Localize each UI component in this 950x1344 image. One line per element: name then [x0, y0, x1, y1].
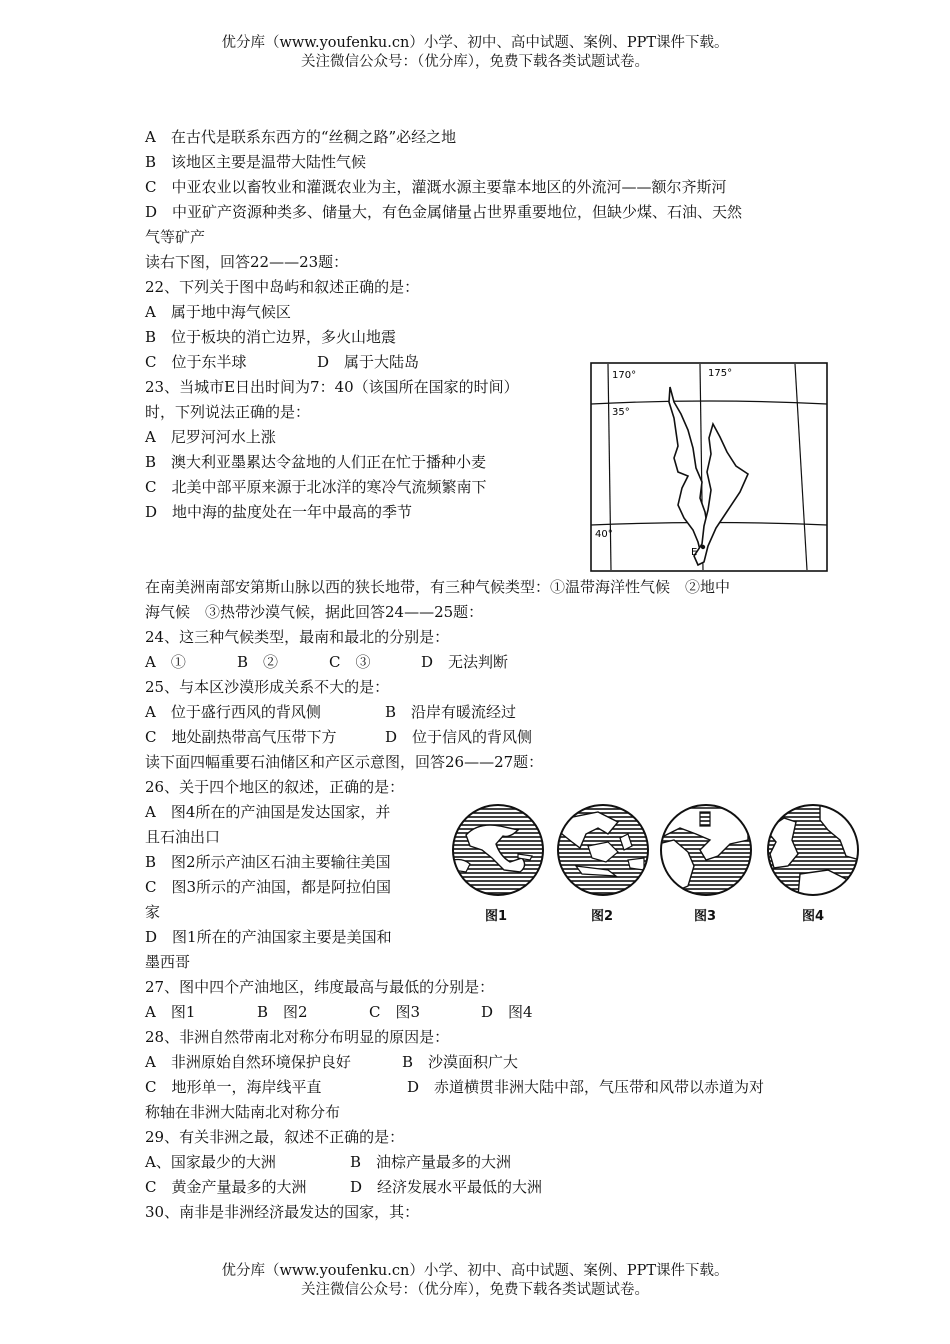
q28-option-d: D 赤道横贯非洲大陆中部，气压带和风带以赤道为对	[407, 1078, 765, 1096]
page-footer	[0, 1262, 950, 1300]
label-170: 170°	[612, 370, 637, 381]
q22-option-a: A 属于地中海气候区	[145, 303, 291, 321]
q27-option-d: D 图4	[481, 1003, 533, 1021]
q22-stem: 22、下列关于图中岛屿和叙述正确的是：	[145, 278, 420, 296]
footer-line-2: 关注微信公众号：（优分库），免费下载各类试题试卷。	[301, 1282, 649, 1298]
q29-options-ab	[145, 1152, 511, 1172]
q26-option-d-cont: 墨西哥	[145, 953, 191, 971]
footer-line-1: 优分库（www.youfenku.cn）小学、初中、高中试题、案例、PPT课件下载。	[221, 1263, 729, 1279]
q24-stem: 24、这三种气候类型，最南和最北的分别是：	[145, 628, 450, 646]
q24-options	[145, 652, 508, 672]
island-map	[590, 362, 828, 572]
q24-option-b: B ②	[237, 653, 279, 671]
q29-stem: 29、有关非洲之最，叙述不正确的是：	[145, 1128, 405, 1146]
q21-option-b: B 该地区主要是温带大陆性气候	[145, 153, 367, 171]
q28-options-ab	[145, 1052, 518, 1072]
q27-stem: 27、图中四个产油地区，纬度最高与最低的分别是：	[145, 978, 495, 996]
q27-option-b: B 图2	[257, 1003, 308, 1021]
q29-options-cd	[145, 1177, 542, 1197]
q28-option-b: B 沙漠面积广大	[402, 1053, 519, 1071]
q25-option-a: A 位于盛行西风的背风侧	[145, 703, 321, 721]
city-e-label: E	[691, 547, 698, 558]
q28-option-c: C 地形单一，海岸线平直	[145, 1078, 322, 1096]
intro-24-25: 在南美洲南部安第斯山脉以西的狭长地带，有三种气候类型：①温带海洋性气候 ②地中	[145, 578, 731, 596]
q28-option-d-cont: 称轴在非洲大陆南北对称分布	[145, 1103, 341, 1121]
q28-options-cd	[145, 1077, 764, 1097]
q23-option-b: B 澳大利亚墨累达令盆地的人们正在忙于播种小麦	[145, 453, 487, 471]
oil-region-figures	[448, 800, 870, 900]
q25-stem: 25、与本区沙漠形成关系不大的是：	[145, 678, 390, 696]
q21-option-d: D 中亚矿产资源种类多、储量大，有色金属储量占世界重要地位，但缺少煤、石油、天然	[145, 203, 743, 221]
figure-2-caption: 图2	[591, 909, 614, 924]
header-line-2: 关注微信公众号：（优分库），免费下载各类试题试卷。	[301, 54, 649, 70]
q26-option-a-cont: 且石油出口	[145, 828, 221, 846]
city-e-marker	[701, 545, 705, 549]
figure-1-globe	[453, 805, 543, 895]
q21-option-d-cont: 气等矿产	[145, 228, 206, 246]
label-175: 175°	[708, 368, 733, 379]
q22-options-cd	[145, 352, 419, 372]
figure-4-globe	[766, 804, 860, 896]
q23-option-a: A 尼罗河河水上涨	[145, 428, 276, 446]
q25-option-d: D 位于信风的背风侧	[385, 728, 533, 746]
q22-option-b: B 位于板块的消亡边界，多火山地震	[145, 328, 397, 346]
q21-option-a: A 在古代是联系东西方的“丝稠之路”必经之地	[145, 128, 457, 146]
intro-26-27: 读下面四幅重要石油储区和产区示意图，回答26——27题：	[145, 753, 544, 771]
intro-24-25-cont: 海气候 ③热带沙漠气候，据此回答24——25题：	[145, 603, 484, 621]
figure-2-globe	[558, 805, 648, 895]
q25-options-ab	[145, 702, 516, 722]
q21-option-c: C 中亚农业以畜牧业和灌溉农业为主，灌溉水源主要靠本地区的外流河——额尔齐斯河	[145, 178, 727, 196]
label-35: 35°	[612, 407, 630, 418]
q26-option-c: C 图3所示的产油国，都是阿拉伯国	[145, 878, 392, 896]
q30-stem: 30、南非是非洲经济最发达的国家，其：	[145, 1203, 420, 1221]
intro-22-23: 读右下图，回答22——23题：	[145, 253, 349, 271]
label-40: 40°	[595, 529, 613, 540]
q24-option-c: C ③	[329, 653, 371, 671]
q22-option-d: D 属于大陆岛	[317, 353, 420, 371]
q26-option-d: D 图1所在的产油国家主要是美国和	[145, 928, 392, 946]
q25-option-b: B 沿岸有暖流经过	[385, 703, 517, 721]
q23-stem-cont: 时，下列说法正确的是：	[145, 403, 311, 421]
q28-option-a: A 非洲原始自然环境保护良好	[145, 1053, 351, 1071]
q23-stem: 23、当城市E日出时间为7：40（该国所在国家的时间）	[145, 378, 519, 396]
q27-option-c: C 图3	[369, 1003, 421, 1021]
q25-options-cd	[145, 727, 532, 747]
q26-stem: 26、关于四个地区的叙述，正确的是：	[145, 778, 405, 796]
figure-3-globe	[658, 805, 751, 895]
q29-option-d: D 经济发展水平最低的大洲	[350, 1178, 543, 1196]
q23-option-c: C 北美中部平原来源于北冰洋的寒冷气流频繁南下	[145, 478, 487, 496]
q28-stem: 28、非洲自然带南北对称分布明显的原因是：	[145, 1028, 450, 1046]
figure-1-caption: 图1	[485, 909, 508, 924]
q27-option-a: A 图1	[145, 1003, 196, 1021]
q26-option-c-cont: 家	[145, 903, 161, 921]
q29-option-a: A、国家最少的大洲	[145, 1153, 276, 1171]
q27-options	[145, 1002, 533, 1022]
figure-3-caption: 图3	[694, 909, 717, 924]
q22-option-c: C 位于东半球	[145, 353, 247, 371]
q25-option-c: C 地处副热带高气压带下方	[145, 728, 337, 746]
q29-option-c: C 黄金产量最多的大洲	[145, 1178, 307, 1196]
q26-option-b: B 图2所示产油区石油主要输往美国	[145, 853, 391, 871]
header-line-1: 优分库（www.youfenku.cn）小学、初中、高中试题、案例、PPT课件下载。	[221, 35, 729, 51]
q29-option-b: B 油棕产量最多的大洲	[350, 1153, 512, 1171]
q24-option-a: A ①	[145, 653, 186, 671]
page-header	[0, 34, 950, 72]
figure-4-caption: 图4	[802, 909, 825, 924]
q24-option-d: D 无法判断	[421, 653, 509, 671]
q23-option-d: D 地中海的盐度处在一年中最高的季节	[145, 503, 413, 521]
q26-option-a: A 图4所在的产油国是发达国家，并	[145, 803, 391, 821]
